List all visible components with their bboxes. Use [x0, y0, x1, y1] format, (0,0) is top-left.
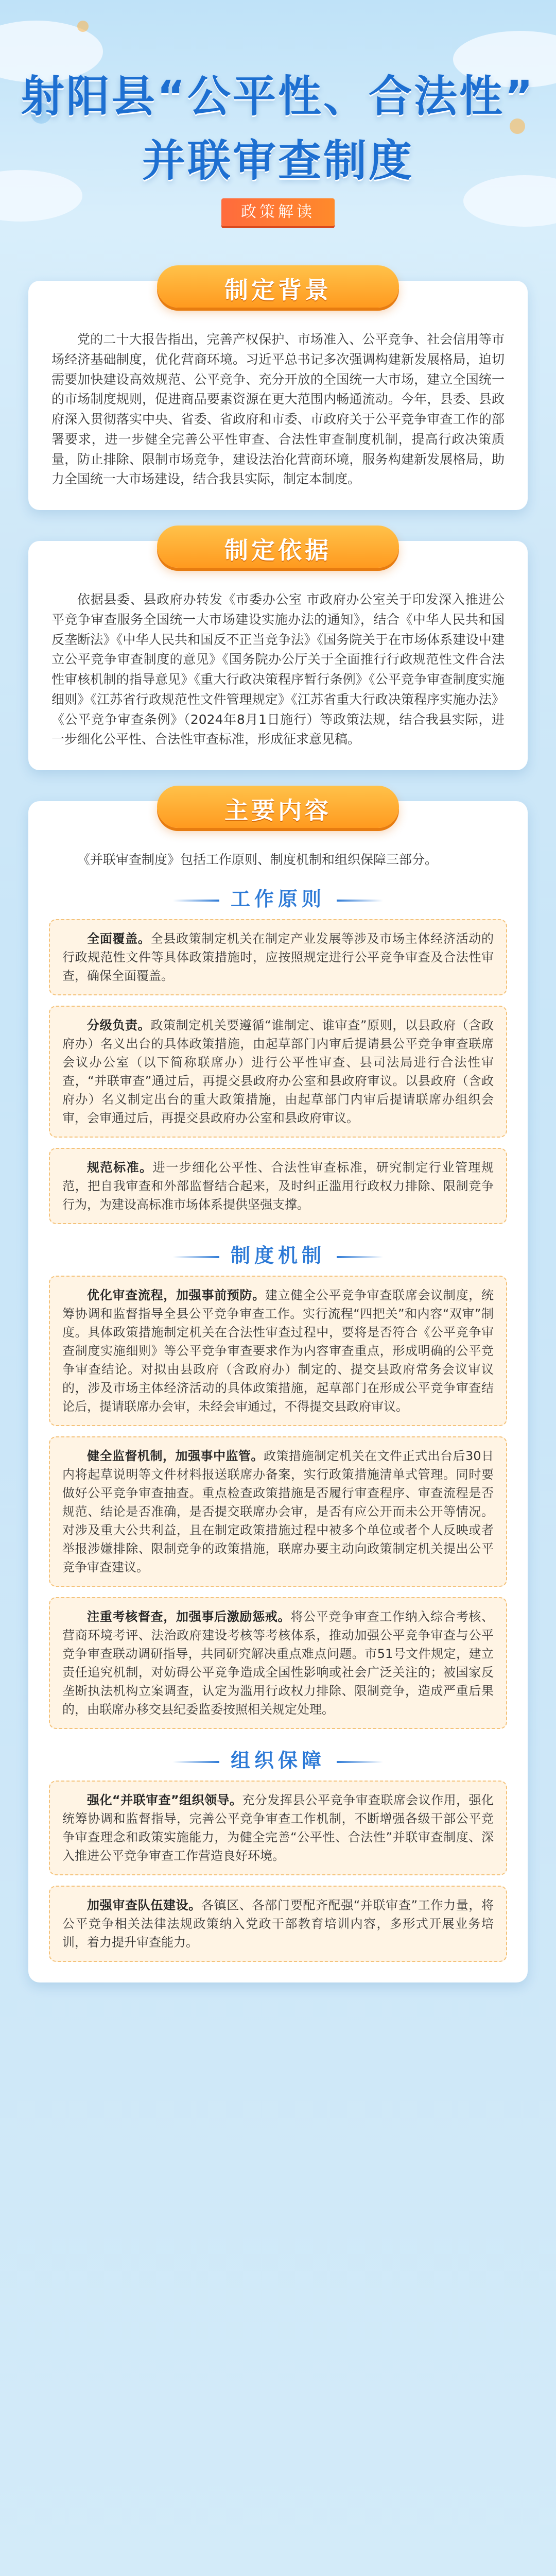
mechanism-body: 将公平竞争审查工作纳入综合考核、营商环境考评、法治政府建设考核等考核体系，推动加强公平竞争审查与公平竞争审查联动调研指导，共同研究解决重点难点问题。市51号文件规定，建立责任追究机制，对妨碍公平竞争造成全国性影响或社会广泛关注的；被国家反垄断执法机构立案调查，认定为滥用行政权力排除、限制竞争，造成严重后果的，由联席办移交县纪委监委按照相关规定处理。	[62, 1609, 494, 1717]
guarantee-text	[62, 1791, 494, 1865]
section-tab-background	[157, 265, 399, 308]
basis-paragraph: 依据县委、县政府办转发《市委办公室 市政府办公室关于印发深入推进公平竞争审查服务全国统一大市场建设实施办法的通知》，结合《中华人民共和国反垄断法》《中华人民共和国反不正当竞争法》《国务院关于在市场体系建设中建立公平竞争审查制度的意见》《国务院办公厅关于全面推行行政规范性文件合法性审核机制的指导意见》《重大行政决策程序暂行条例》《公平竞争审查制度实施细则》《江苏省行政规范性文件管理规定》《江苏省重大行政决策程序实施办法》《公平竞争审查条例》（2024年8月1日施行）等政策法规，结合我县实际，进一步细化公平性、合法性审查标准，形成征求意见稿。	[51, 592, 505, 747]
principle-box-3	[49, 1148, 507, 1224]
section-tab-label: 制定背景	[224, 276, 332, 304]
mechanism-lead: 优化审查流程，加强事前预防。	[87, 1288, 265, 1302]
page-title-line2: 并联审查制度	[142, 135, 414, 186]
guarantee-body: 各镇区、各部门要配齐配强“并联审查”工作力量，将公平竞争相关法律法规政策纳入党政干部教育培训内容，多形式开展业务培训，着力提升审查能力。	[62, 1898, 494, 1950]
heading-mechanism: 制度机制	[0, 1240, 556, 1268]
mechanism-lead: 注重考核督查，加强事后激励惩戒。	[87, 1609, 291, 1624]
background-card	[28, 276, 528, 510]
heading-guarantee: 组织保障	[0, 1744, 556, 1773]
basis-card	[28, 536, 528, 770]
principle-text	[62, 1158, 494, 1214]
content-intro: 《并联审查制度》包括工作原则、制度机制和组织保障三部分。	[77, 852, 438, 867]
section-tab-content	[157, 786, 399, 828]
hero-banner	[0, 0, 556, 268]
mechanism-body: 建立健全公平竞争审查联席会议制度，统筹协调和监督指导全县公平竞争审查工作。实行流程“四把关”和内容“双审”制度。具体政策措施制定机关在合法性审查过程中，要将是否符合《公平竞争审查制度实施细则》等公平竞争审查要求作为内容审查重点，形成明确的公平竞争审查结论。对拟由县政府（含政府办）制定的、提交县政府常务会议审议的，涉及市场主体经济活动的具体政策措施，起草部门在形成公平竞争审查结论后，提请联席办会审，未经会审通过，不得提交县政府审议。	[62, 1288, 494, 1414]
principle-lead: 规范标准。	[87, 1160, 153, 1175]
section-tab-basis	[157, 526, 399, 568]
guarantee-lead: 强化“并联审查”组织领导。	[87, 1793, 242, 1807]
mechanism-lead: 健全监督机制，加强事中监管。	[87, 1449, 264, 1463]
principle-lead: 全面覆盖。	[87, 931, 151, 946]
mechanism-box-1	[49, 1276, 507, 1426]
mechanism-text	[62, 1286, 494, 1416]
guarantee-body: 充分发挥县公平竞争审查联席会议作用，强化统筹协调和监督指导，完善公平竞争审查工作机制，不断增强各级干部公平竞争审查理念和政策实施能力，为健全完善“公平性、合法性”并联审查制度、深入推进公平竞争审查工作营造良好环境。	[62, 1793, 494, 1863]
guarantee-text	[62, 1896, 494, 1952]
guarantee-box-1	[49, 1781, 507, 1875]
section-tab-label: 制定依据	[224, 536, 332, 564]
principle-box-2	[49, 1006, 507, 1138]
mechanism-box-2	[49, 1436, 507, 1587]
bubble-decoration	[77, 21, 89, 32]
section-tab-label: 主要内容	[224, 796, 332, 824]
mechanism-text	[62, 1607, 494, 1719]
principle-box-1	[49, 919, 507, 995]
principle-lead: 分级负责。	[87, 1018, 151, 1032]
subtitle-badge: 政策解读	[221, 198, 335, 226]
background-paragraph: 党的二十大报告指出，完善产权保护、市场准入、公平竞争、社会信用等市场经济基础制度，优化营商环境。习近平总书记多次强调构建新发展格局，迫切需要加快建设高效规范、公平竞争、充分开放的全国统一大市场，建立全国统一的市场制度规则，促进商品要素资源在更大范围内畅通流动。今年，县委、县政府深入贯彻落实中央、省委、省政府和市委、市政府关于公平竞争审查工作的部署要求，进一步健全完善公平性审查、合法性审查制度机制，提高行政决策质量，防止排除、限制市场竞争，建设法治化营商环境，服务构建新发展格局，助力全国统一大市场建设，结合我县实际，制定本制度。	[51, 332, 505, 487]
principle-body: 进一步细化公平性、合法性审查标准，研究制定行业管理规范，把自我审查和外部监督结合起来，及时纠正滥用行政权力排除、限制竞争行为，为建设高标准市场体系提供坚强支撑。	[62, 1160, 494, 1212]
principle-text	[62, 929, 494, 985]
principle-body: 政策制定机关要遵循“谁制定、谁审查”原则，以县政府（含政府办）名义出台的具体政策措施，由起草部门内审后提请县公平竞争审查联席会议办公室（以下简称联席办）进行公平性审查、县司法局进行合法性审查，“并联审查”通过后，再提交县政府办公室和县政府审议。以县政府（含政府办）名义制定出台的重大政策措施，由起草部门内审后提请联席办组织会审，会审通过后，再提交县政府办公室和县政府审议。	[62, 1018, 494, 1125]
heading-principles: 工作原则	[0, 883, 556, 911]
principle-body: 全县政策制定机关在制定产业发展等涉及市场主体经济活动的行政规范性文件等具体政策措施时，应按照规定进行公平竞争审查及合法性审查，确保全面覆盖。	[62, 931, 494, 983]
guarantee-lead: 加强审查队伍建设。	[87, 1898, 201, 1912]
principle-text	[62, 1016, 494, 1127]
page-title-line1: 射阳县“公平性、合法性”	[21, 71, 535, 122]
mechanism-body: 政策措施制定机关在文件正式出台后30日内将起草说明等文件材料报送联席办备案，实行政策措施清单式管理。同时要做好公平竞争审查抽查。重点检查政策措施是否履行审查程序、审查流程是否规范、结论是否准确，是否提交联席办会审，是否有应公开而未公开等情况。对涉及重大公共利益，且在制定政策措施过程中被多个单位或者个人反映或者举报涉嫌排除、限制竞争的政策措施，联席办要主动向政策制定机关提出公平竞争审查建议。	[62, 1449, 494, 1574]
guarantee-box-2	[49, 1886, 507, 1962]
mechanism-text	[62, 1447, 494, 1577]
mechanism-box-3	[49, 1597, 507, 1729]
